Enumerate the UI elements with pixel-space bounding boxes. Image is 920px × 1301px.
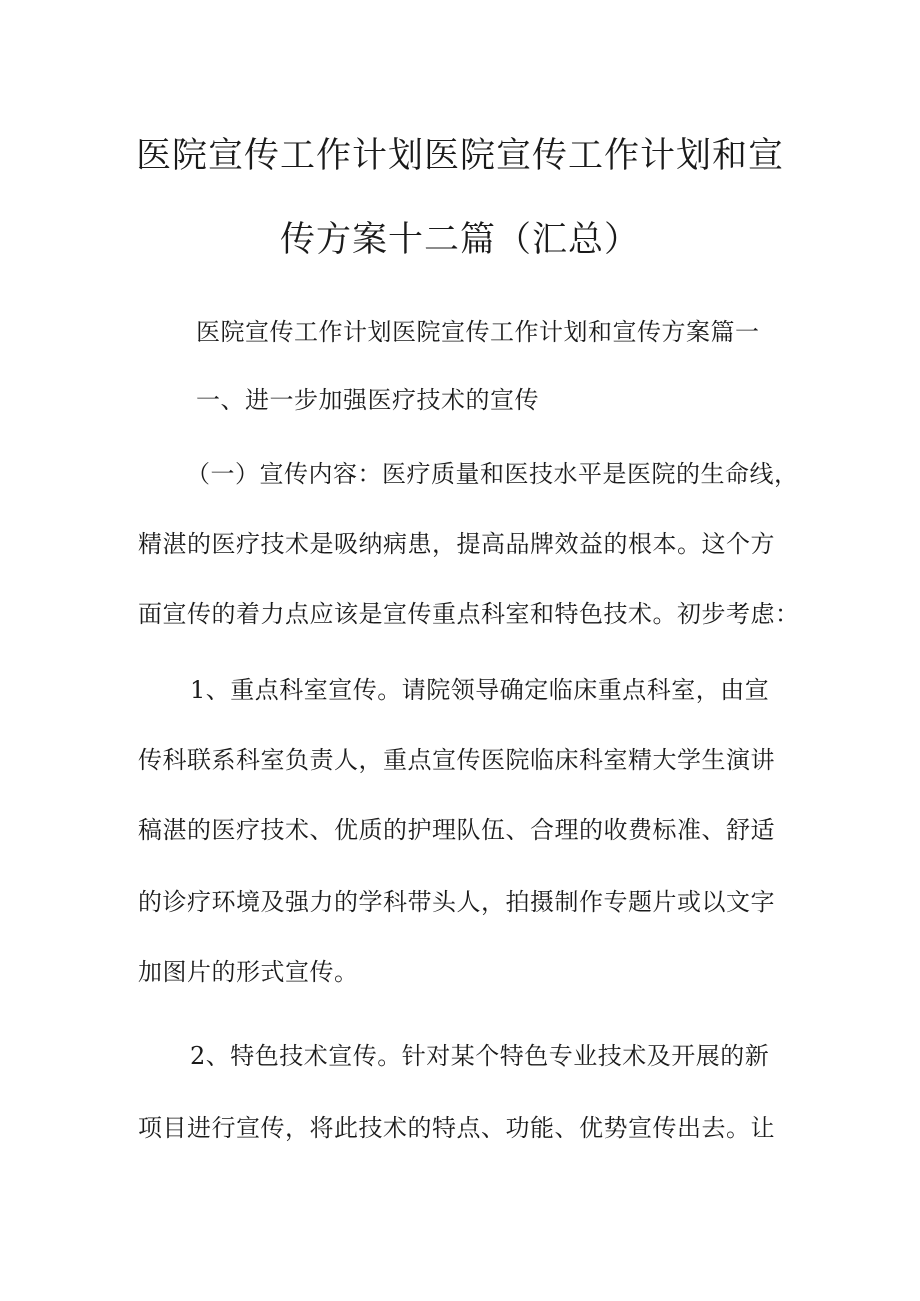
section-heading: 医院宣传工作计划医院宣传工作计划和宣传方案篇一 <box>196 318 760 346</box>
document-title-line-2: 传方案十二篇（汇总） <box>279 220 640 260</box>
subsection-heading: 一、进一步加强医疗技术的宣传 <box>196 386 539 414</box>
paragraph-line: （一）宣传内容：医疗质量和医技水平是医院的生命线， <box>186 460 799 488</box>
paragraph-line: 面宣传的着力点应该是宣传重点科室和特色技术。初步考虑： <box>138 600 800 628</box>
paragraph-line: 项目进行宣传，将此技术的特点、功能、优势宣传出去。让 <box>138 1114 775 1142</box>
paragraph-line: 精湛的医疗技术是吸纳病患，提高品牌效益的根本。这个方 <box>138 530 775 558</box>
document-title-line-1: 医院宣传工作计划医院宣传工作计划和宣 <box>135 136 784 176</box>
paragraph-line: 2、特色技术宣传。针对某个特色专业技术及开展的新 <box>190 1042 770 1070</box>
paragraph-line: 加图片的形式宣传。 <box>138 958 359 986</box>
paragraph-line: 的诊疗环境及强力的学科带头人，拍摄制作专题片或以文字 <box>138 888 775 916</box>
paragraph-line: 稿湛的医疗技术、优质的护理队伍、合理的收费标准、舒适 <box>138 816 775 844</box>
paragraph-line: 传科联系科室负责人，重点宣传医院临床科室精大学生演讲 <box>138 746 775 774</box>
paragraph-line: 1、重点科室宣传。请院领导确定临床重点科室，由宣 <box>190 676 770 704</box>
